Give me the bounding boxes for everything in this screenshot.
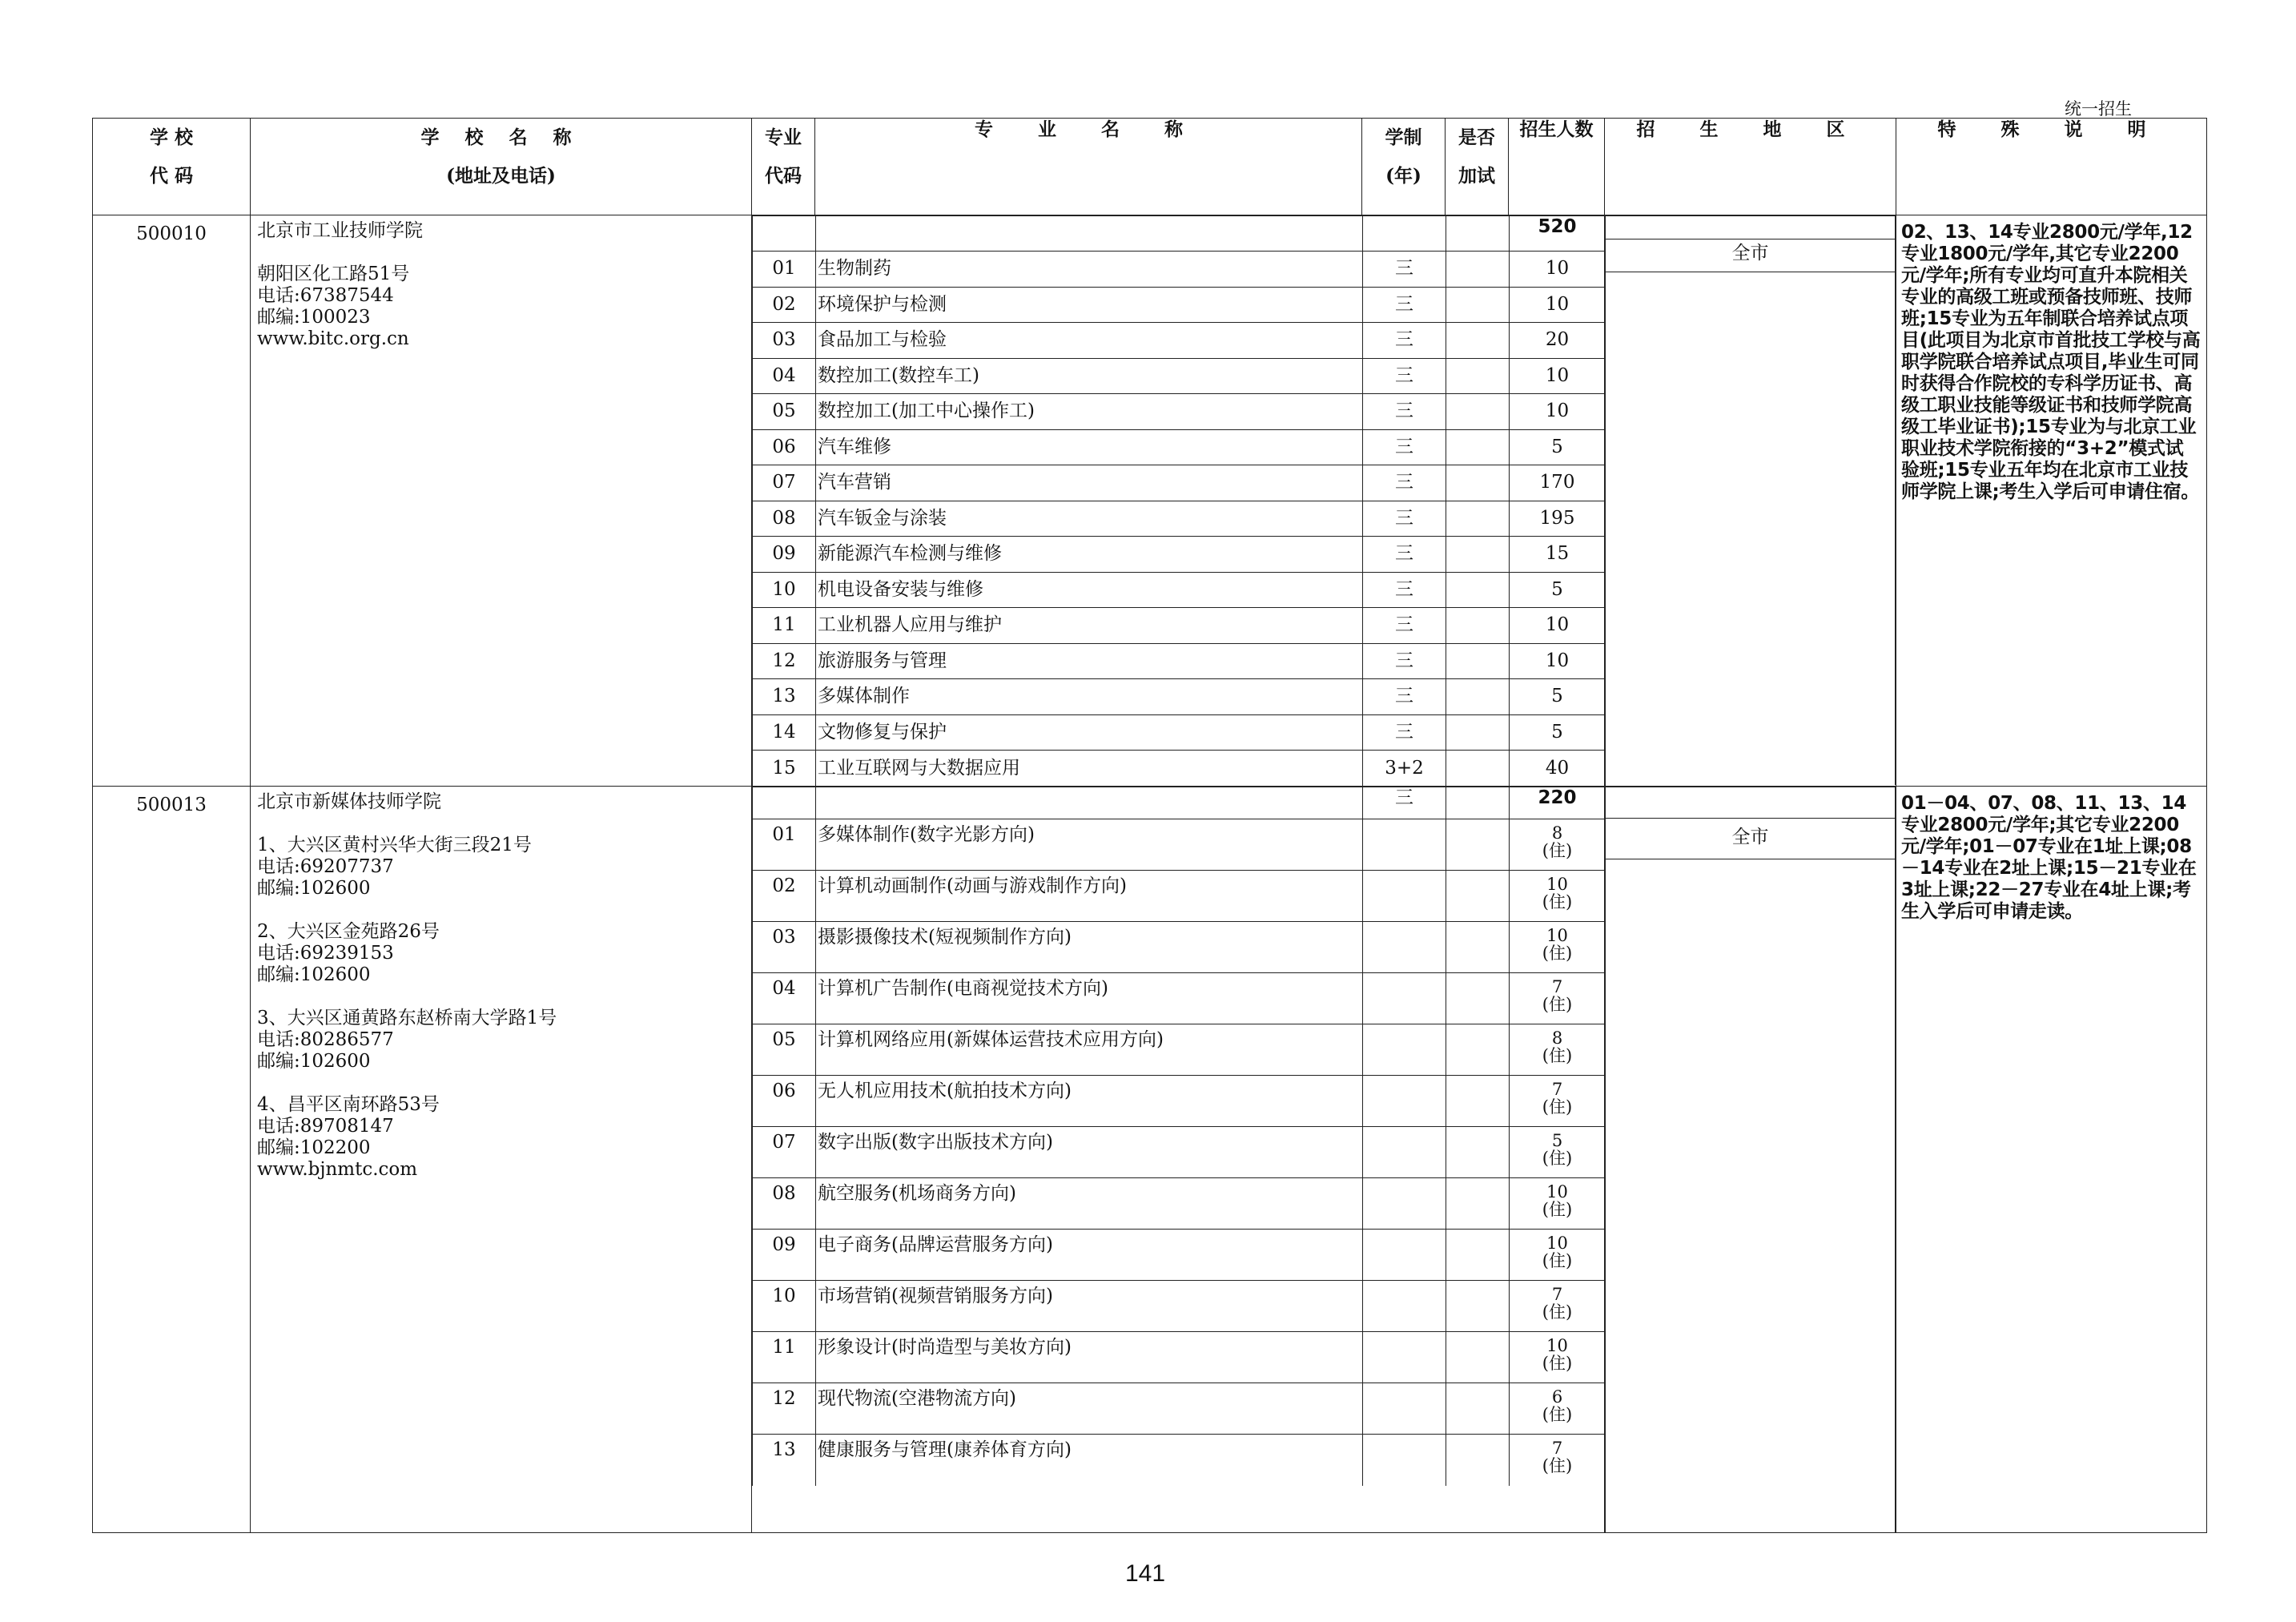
major-name: 新能源汽车检测与维修: [816, 537, 1363, 573]
major-duration: 三: [1363, 252, 1446, 288]
major-duration: 三: [1363, 394, 1446, 430]
total-quota: 520: [1510, 216, 1606, 252]
major-quota: 170: [1510, 465, 1606, 501]
school-row: [93, 215, 2207, 787]
major-name: 健康服务与管理(康养体育方向): [816, 1435, 1363, 1486]
major-quota: 10: [1510, 358, 1606, 394]
major-quota: 7 (住): [1510, 973, 1606, 1024]
campus-address: 3、大兴区通黄路东赵桥南大学路1号: [257, 1008, 557, 1028]
major-row: [753, 1230, 1606, 1281]
enrollment-table: [92, 118, 2207, 1533]
school-website: www.bjnmtc.com: [257, 1159, 418, 1180]
campus-phone: 电话:69239153: [257, 943, 394, 964]
major-code: 02: [753, 287, 816, 323]
extra-test: [1446, 1178, 1510, 1230]
dorm-tag: (住): [1542, 1046, 1573, 1065]
major-row: [753, 358, 1606, 394]
major-quota: 10: [1510, 394, 1606, 430]
major-duration: 三: [1363, 501, 1446, 537]
header-region: 招 生 地 区: [1605, 119, 1896, 215]
major-code: 04: [753, 358, 816, 394]
major-name: 工业互联网与大数据应用: [816, 751, 1363, 787]
major-name: 食品加工与检验: [816, 323, 1363, 359]
campus-address: 4、昌平区南环路53号: [257, 1094, 440, 1115]
major-code: 13: [753, 679, 816, 715]
major-quota: 5: [1510, 679, 1606, 715]
major-duration: [1363, 973, 1446, 1024]
major-quota: 6 (住): [1510, 1383, 1606, 1435]
major-quota: 15: [1510, 537, 1606, 573]
special-notes: 01－04、07、08、11、13、14专业2800元/学年;其它专业2200元/学年;01－07专业在1址上课;08－14专业在2址上课;15－21专业在3址上课;22－27专业在4址上课;考生入学后可申请走读。: [1896, 787, 2207, 1533]
major-code: 03: [753, 323, 816, 359]
school-info: [251, 215, 752, 787]
region-block: [1605, 215, 1896, 787]
major-name: 数控加工(数控车工): [816, 358, 1363, 394]
major-code: 09: [753, 1230, 816, 1281]
major-row: [753, 643, 1606, 679]
major-duration: [1363, 1281, 1446, 1332]
school-code: 500010: [93, 215, 251, 787]
header-quota: 招生人数: [1509, 119, 1605, 215]
major-code: 07: [753, 1127, 816, 1178]
extra-test: [1446, 1024, 1510, 1076]
dorm-tag: (住): [1542, 944, 1573, 963]
major-quota: 7 (住): [1510, 1076, 1606, 1127]
extra-test: [1446, 819, 1510, 871]
major-name: 数控加工(加工中心操作工): [816, 394, 1363, 430]
major-name: 汽车钣金与涂装: [816, 501, 1363, 537]
major-code: 09: [753, 537, 816, 573]
dorm-tag: (住): [1542, 1405, 1573, 1424]
campus-address: 2、大兴区金苑路26号: [257, 921, 440, 942]
major-code: 04: [753, 973, 816, 1024]
major-code: 07: [753, 465, 816, 501]
extra-test: [1446, 429, 1510, 465]
major-quota: 8 (住): [1510, 819, 1606, 871]
major-quota: 10: [1510, 643, 1606, 679]
major-row: [753, 252, 1606, 288]
dorm-tag: (住): [1542, 1302, 1573, 1322]
major-duration: [1363, 1127, 1446, 1178]
major-duration: 三: [1363, 608, 1446, 644]
major-code: 05: [753, 1024, 816, 1076]
major-name: 多媒体制作(数字光影方向): [816, 819, 1363, 871]
major-code: 06: [753, 429, 816, 465]
table-header: [93, 119, 2207, 215]
dorm-tag: (住): [1542, 892, 1573, 912]
major-quota: 10 (住): [1510, 922, 1606, 973]
extra-test: [1446, 1435, 1510, 1486]
major-code: 08: [753, 501, 816, 537]
extra-test: [1446, 608, 1510, 644]
major-row: [753, 465, 1606, 501]
major-duration: [1363, 1024, 1446, 1076]
major-row: [753, 751, 1606, 787]
major-name: 文物修复与保护: [816, 714, 1363, 751]
major-duration: 三: [1363, 323, 1446, 359]
dorm-tag: (住): [1542, 1200, 1573, 1219]
major-quota: 20: [1510, 323, 1606, 359]
major-code: 01: [753, 252, 816, 288]
extra-test: [1446, 216, 1510, 252]
school-phone: 电话:67387544: [257, 285, 394, 306]
campus-postcode: 邮编:102200: [257, 1137, 371, 1158]
school-info: [251, 787, 752, 1533]
school-address: 朝阳区化工路51号: [257, 264, 410, 284]
major-name: 汽车维修: [816, 429, 1363, 465]
campus-phone: 电话:69207737: [257, 856, 394, 877]
extra-test: [1446, 287, 1510, 323]
major-row: [753, 501, 1606, 537]
major-code: 14: [753, 714, 816, 751]
extra-test: [1446, 1281, 1510, 1332]
header-school-code: 学 校 代 码: [93, 119, 251, 215]
major-row: [753, 608, 1606, 644]
extra-test: [1446, 537, 1510, 573]
major-code: 11: [753, 1332, 816, 1383]
major-row: [753, 572, 1606, 608]
major-row: [753, 1127, 1606, 1178]
major-name: 形象设计(时尚造型与美妆方向): [816, 1332, 1363, 1383]
major-duration: [1363, 871, 1446, 922]
header-duration: 学制 (年): [1362, 119, 1446, 215]
major-duration: 三: [1363, 358, 1446, 394]
major-row: [753, 819, 1606, 871]
major-name: 机电设备安装与维修: [816, 572, 1363, 608]
major-duration: [1363, 1076, 1446, 1127]
major-row: [753, 1076, 1606, 1127]
major-row: [753, 394, 1606, 430]
extra-test: [1446, 1332, 1510, 1383]
major-code: 08: [753, 1178, 816, 1230]
major-duration: [1363, 1230, 1446, 1281]
major-name: 航空服务(机场商务方向): [816, 1178, 1363, 1230]
major-code: 10: [753, 572, 816, 608]
major-quota: 10: [1510, 252, 1606, 288]
major-quota: 10: [1510, 287, 1606, 323]
dorm-tag: (住): [1542, 1097, 1573, 1117]
major-row: [753, 537, 1606, 573]
major-quota: 10 (住): [1510, 1230, 1606, 1281]
campus-postcode: 邮编:102600: [257, 878, 371, 899]
major-code: 01: [753, 819, 816, 871]
header-extra-test: 是否 加试: [1446, 119, 1509, 215]
majors-block: [752, 787, 1605, 1533]
major-code: 12: [753, 643, 816, 679]
school-website: www.bitc.org.cn: [257, 328, 409, 349]
extra-test: [1446, 787, 1510, 819]
major-name: 旅游服务与管理: [816, 643, 1363, 679]
campus-phone: 电话:80286577: [257, 1029, 394, 1050]
school-code: 500013: [93, 787, 251, 1533]
campus-address: 1、大兴区黄村兴华大街三段21号: [257, 835, 532, 855]
major-duration: 三: [1363, 643, 1446, 679]
dorm-tag: (住): [1542, 1456, 1573, 1475]
total-duration: [1363, 216, 1446, 252]
extra-test: [1446, 973, 1510, 1024]
major-quota: 10 (住): [1510, 1178, 1606, 1230]
extra-test: [1446, 323, 1510, 359]
dorm-tag: (住): [1542, 995, 1573, 1014]
total-quota: 220: [1510, 787, 1606, 819]
major-name: [816, 787, 1363, 819]
extra-test: [1446, 1383, 1510, 1435]
extra-test: [1446, 751, 1510, 787]
major-code: 02: [753, 871, 816, 922]
major-quota: 10: [1510, 608, 1606, 644]
major-duration: 三: [1363, 679, 1446, 715]
major-code: [753, 787, 816, 819]
extra-test: [1446, 394, 1510, 430]
school-name: 北京市工业技师学院: [257, 220, 423, 241]
major-duration: 三: [1363, 572, 1446, 608]
major-row: [753, 429, 1606, 465]
dorm-tag: (住): [1542, 1149, 1573, 1168]
major-quota: 8 (住): [1510, 1024, 1606, 1076]
major-name: 数字出版(数字出版技术方向): [816, 1127, 1363, 1178]
region: 全市: [1606, 819, 1896, 859]
major-quota: 5 (住): [1510, 1127, 1606, 1178]
extra-test: [1446, 501, 1510, 537]
extra-test: [1446, 252, 1510, 288]
header-notes: 特 殊 说 明: [1896, 119, 2207, 215]
major-quota: 10 (住): [1510, 871, 1606, 922]
major-row: [753, 1383, 1606, 1435]
major-duration: 三: [1363, 287, 1446, 323]
dorm-tag: (住): [1542, 841, 1573, 860]
major-code: 10: [753, 1281, 816, 1332]
extra-test: [1446, 1076, 1510, 1127]
major-quota: 10 (住): [1510, 1332, 1606, 1383]
major-row: [753, 1024, 1606, 1076]
header-school-name: 学 校 名 称 (地址及电话): [251, 119, 752, 215]
region: 全市: [1606, 239, 1896, 272]
campus-postcode: 邮编:102600: [257, 964, 371, 985]
major-code: 15: [753, 751, 816, 787]
major-row: [753, 1281, 1606, 1332]
major-duration: [1363, 1435, 1446, 1486]
major-name: 计算机网络应用(新媒体运营技术应用方向): [816, 1024, 1363, 1076]
region-block: [1605, 787, 1896, 1533]
header-major-name: 专 业 名 称: [815, 119, 1362, 215]
total-duration: 三: [1363, 787, 1446, 819]
major-duration: 三: [1363, 429, 1446, 465]
extra-test: [1446, 714, 1510, 751]
campus-postcode: 邮编:102600: [257, 1051, 371, 1072]
major-quota: 195: [1510, 501, 1606, 537]
major-code: 13: [753, 1435, 816, 1486]
major-row: [753, 323, 1606, 359]
school-name: 北京市新媒体技师学院: [257, 791, 441, 812]
major-quota: 5: [1510, 429, 1606, 465]
major-name: 计算机动画制作(动画与游戏制作方向): [816, 871, 1363, 922]
major-duration: 三: [1363, 537, 1446, 573]
extra-test: [1446, 572, 1510, 608]
major-name: 无人机应用技术(航拍技术方向): [816, 1076, 1363, 1127]
major-name: 多媒体制作: [816, 679, 1363, 715]
major-name: 市场营销(视频营销服务方向): [816, 1281, 1363, 1332]
major-code: 03: [753, 922, 816, 973]
major-duration: [1363, 1332, 1446, 1383]
major-row: [753, 973, 1606, 1024]
major-duration: [1363, 1383, 1446, 1435]
campus-phone: 电话:89708147: [257, 1116, 394, 1137]
major-duration: [1363, 922, 1446, 973]
major-duration: [1363, 1178, 1446, 1230]
major-name: 工业机器人应用与维护: [816, 608, 1363, 644]
school-postcode: 邮编:100023: [257, 307, 371, 328]
extra-test: [1446, 643, 1510, 679]
extra-test: [1446, 1127, 1510, 1178]
major-row: [753, 922, 1606, 973]
extra-test: [1446, 922, 1510, 973]
major-name: 生物制药: [816, 252, 1363, 288]
major-row: [753, 871, 1606, 922]
major-name: 电子商务(品牌运营服务方向): [816, 1230, 1363, 1281]
major-name: 汽车营销: [816, 465, 1363, 501]
total-row: [753, 216, 1606, 252]
major-code: 06: [753, 1076, 816, 1127]
major-name: 摄影摄像技术(短视频制作方向): [816, 922, 1363, 973]
major-row: [753, 714, 1606, 751]
extra-test: [1446, 358, 1510, 394]
page-number: 141: [1125, 1560, 1166, 1587]
major-code: 05: [753, 394, 816, 430]
major-quota: 40: [1510, 751, 1606, 787]
school-row: [93, 787, 2207, 1533]
major-name: 计算机广告制作(电商视觉技术方向): [816, 973, 1363, 1024]
major-row: [753, 1435, 1606, 1486]
major-row: [753, 1178, 1606, 1230]
header-major-code: 专业 代码: [752, 119, 815, 215]
major-name: 现代物流(空港物流方向): [816, 1383, 1363, 1435]
major-row: [753, 287, 1606, 323]
major-code: 12: [753, 1383, 816, 1435]
major-duration: [1363, 819, 1446, 871]
major-duration: 三: [1363, 465, 1446, 501]
major-quota: 5: [1510, 714, 1606, 751]
major-quota: 7 (住): [1510, 1281, 1606, 1332]
major-code: [753, 216, 816, 252]
major-duration: 三: [1363, 714, 1446, 751]
major-name: 环境保护与检测: [816, 287, 1363, 323]
major-name: [816, 216, 1363, 252]
extra-test: [1446, 1230, 1510, 1281]
extra-test: [1446, 871, 1510, 922]
major-quota: 5: [1510, 572, 1606, 608]
extra-test: [1446, 465, 1510, 501]
category-label: 统一招生: [2065, 99, 2132, 119]
total-row: [753, 787, 1606, 819]
dorm-tag: (住): [1542, 1251, 1573, 1270]
extra-test: [1446, 679, 1510, 715]
major-code: 11: [753, 608, 816, 644]
major-row: [753, 1332, 1606, 1383]
special-notes: 02、13、14专业2800元/学年,12专业1800元/学年,其它专业2200元/学年;所有专业均可直升本院相关专业的高级工班或预备技师班、技师班;15专业为五年制联合培养试点项目(此项目为北京市首批技工学校与高职学院联合培养试点项目,毕业生可同时获得合作院校的专科学历证书、高级工职业技能等级证书和技师学院高级工毕业证书);15专业为与北京工业职业技术学院衔接的“3+2”模式试验班;15专业五年均在北京市工业技师学院上课;考生入学后可申请住宿。: [1896, 215, 2207, 787]
majors-block: [752, 215, 1605, 787]
dorm-tag: (住): [1542, 1354, 1573, 1373]
major-row: [753, 679, 1606, 715]
major-duration: 3+2: [1363, 751, 1446, 787]
major-quota: 7 (住): [1510, 1435, 1606, 1486]
